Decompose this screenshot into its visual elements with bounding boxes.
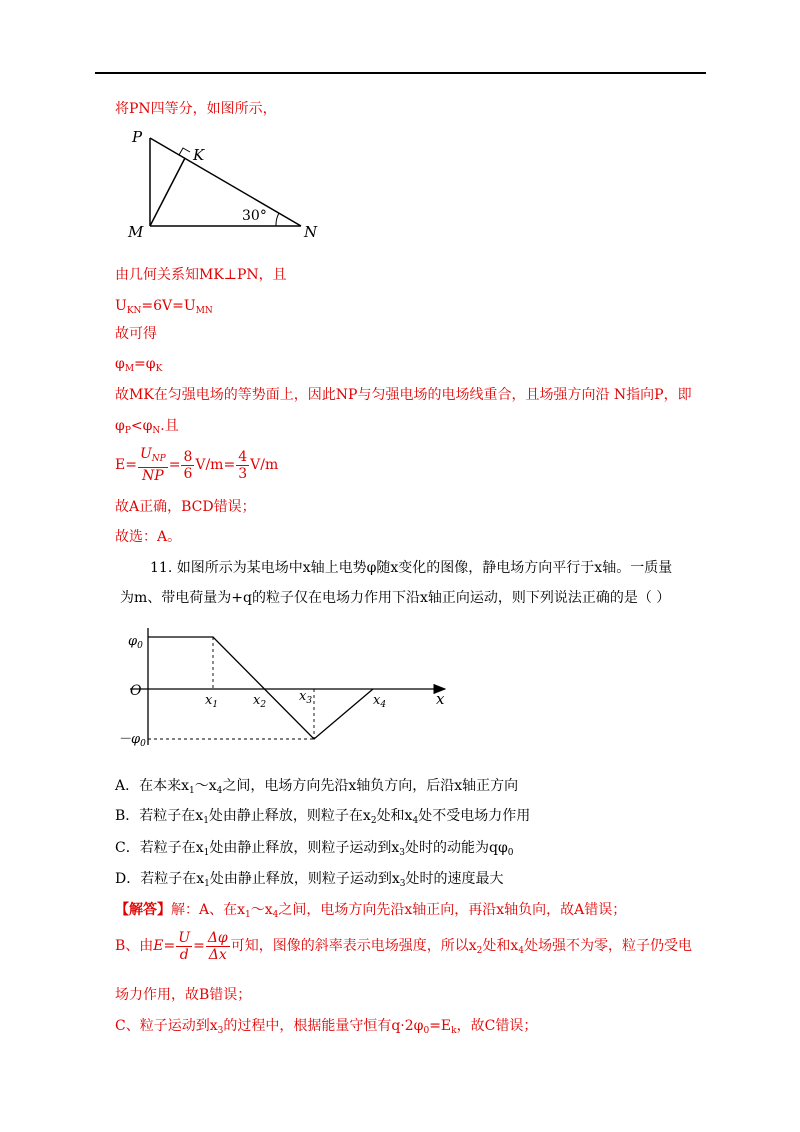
segment-mk: [150, 158, 185, 226]
triangle-figure: [118, 125, 328, 245]
text-line-5: $\varphi_M=\varphi_K$: [115, 356, 163, 374]
text-line-7: $\varphi_P<\varphi_N$.且: [115, 418, 179, 436]
label-x2: $x_2$: [253, 693, 267, 710]
label-x3: $x_3$: [299, 689, 313, 706]
label-phi0: $\varphi_0$: [128, 634, 143, 651]
label-p: P: [132, 128, 143, 146]
text-line-4: 故可得: [115, 326, 157, 342]
option-b: B．若粒子在$x_1$处由静止释放，则粒子在$x_2$处和$x_4$处不受电场力作用: [115, 808, 531, 826]
label-k: K: [193, 146, 205, 164]
label-x1: $x_1$: [205, 693, 219, 710]
label-m: M: [128, 223, 144, 241]
header-rule: [95, 72, 706, 74]
label-angle: 30°: [242, 208, 267, 224]
answer-c: C、粒子运动到$x_3$的过程中，根据能量守恒有$q\cdot 2\varphi_0=E_k$，故C错误；: [115, 1018, 538, 1036]
label-x4: $x_4$: [373, 693, 387, 710]
label-n: N: [304, 223, 318, 241]
text-line-10: 故选：A。: [115, 529, 182, 545]
text-line-2: 由几何关系知MK⊥PN，且: [115, 267, 287, 283]
potential-graph: [118, 625, 458, 750]
option-d: D．若粒子在$x_1$处由静止释放，则粒子运动到$x_3$处时的速度最大: [115, 871, 504, 889]
text-line-3: $U_{KN}=6V=U_{MN}$: [115, 298, 213, 316]
label-origin: O: [130, 683, 142, 699]
question-line-2: 为m、带电荷量为+q的粒子仅在电场力作用下沿x轴正向运动，则下列说法正确的是（ ）: [120, 590, 671, 606]
right-angle-mark: [179, 148, 190, 155]
answer-a: 【解答】解：A、在$x_1\sim x_4$之间，电场方向先沿x轴正向，再沿x轴负向，故A错误；: [115, 902, 627, 920]
option-a: A．在本来$x_1\sim x_4$之间，电场方向先沿x轴负方向，后沿x轴正方向: [115, 778, 519, 796]
label-x-axis: x: [436, 690, 445, 708]
answer-tag: 【解答】: [115, 902, 171, 918]
text-line-6: 故MK在匀强电场的等势面上，因此NP与匀强电场的电场线重合，且场强方向沿 N指向P，即: [115, 387, 692, 403]
text-line-9: 故A正确，BCD错误；: [115, 499, 256, 515]
formula-e: E= $\frac{U_{NP}}{NP}$ = $\frac{8}{6}$ V/m= $\frac{4}{3}$ V/m: [115, 446, 279, 484]
answer-b-cont: 场力作用，故B错误；: [115, 987, 252, 1003]
question-line-1: 11. 如图所示为某电场中x轴上电势φ随x变化的图像，静电场方向平行于x轴。一质量: [150, 560, 673, 576]
label-neg-phi0: $-\varphi_0$: [118, 732, 146, 749]
option-c: C．若粒子在$x_1$处由静止释放，则粒子运动到$x_3$处时的动能为$q\varphi_0$: [115, 840, 514, 858]
answer-b: B、由E= $\frac{U}{d}$ = $\frac{\Delta\varphi}{\Delta x}$ 可知，图像的斜率表示电场强度，所以$x_2$处和$x_4$处场强不为零，粒子仍受电: [115, 929, 693, 963]
angle-arc: [276, 213, 279, 226]
phi-curve: [148, 637, 373, 739]
text-line-1: 将PN四等分，如图所示，: [115, 101, 277, 117]
